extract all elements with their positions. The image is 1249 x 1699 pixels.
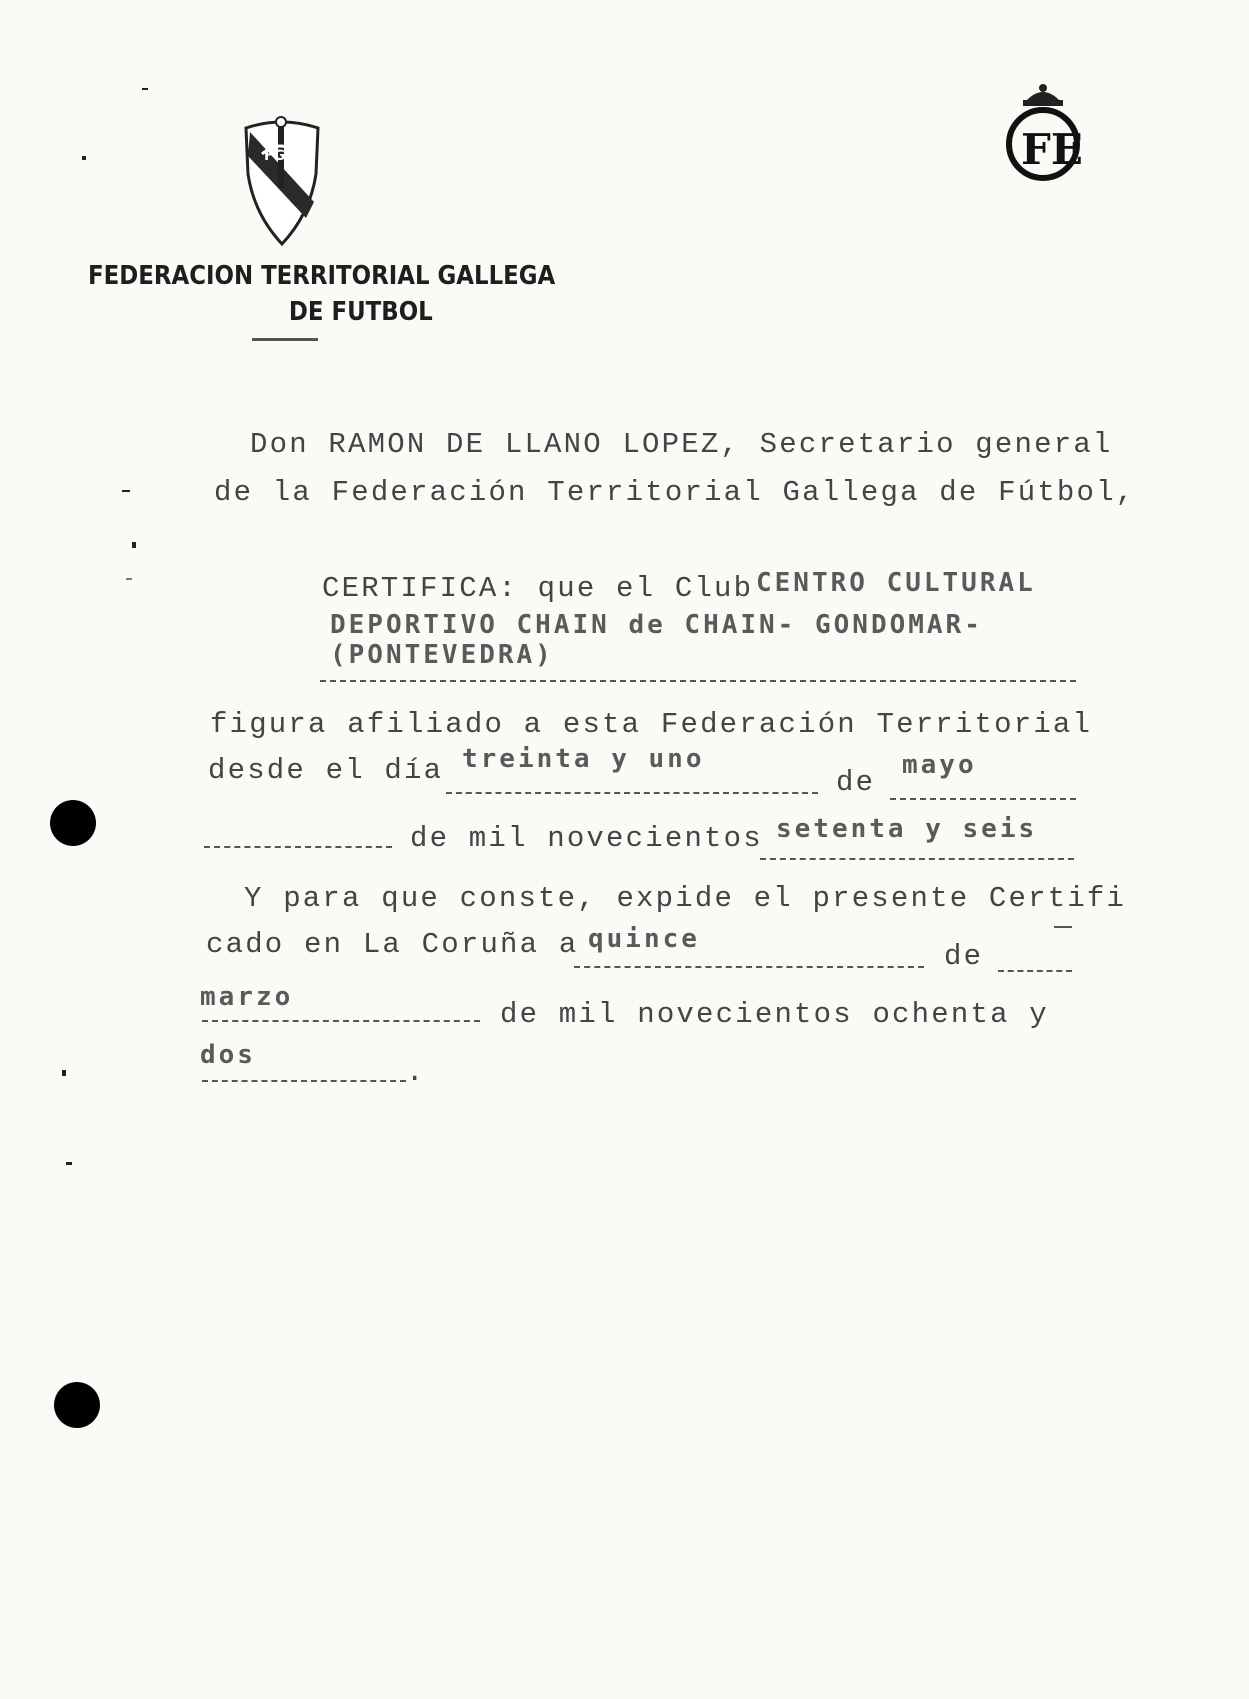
de-label-1: de: [836, 766, 876, 799]
speck-mark: [142, 88, 148, 90]
club-name-line-3: (PONTEVEDRA): [330, 640, 554, 670]
speck-mark: [122, 490, 130, 492]
speck-mark: [82, 156, 86, 160]
month-blank-line: [890, 798, 1076, 800]
certifica-label: CERTIFICA: que el Club: [322, 572, 754, 605]
expedition-year-blank-line: [202, 1080, 406, 1082]
expedition-month-blank-line: [998, 970, 1072, 972]
federation-name-line2: DE FUTBOL: [288, 297, 433, 327]
svg-text:FE: FE: [1021, 125, 1081, 174]
issued-in-label: cado en La Coruña a: [206, 928, 579, 961]
affiliation-month-value: mayo: [902, 750, 977, 780]
heading-underline: [252, 338, 318, 341]
club-name-blank-line: [320, 680, 1076, 682]
club-name-line-1: CENTRO CULTURAL: [756, 568, 1036, 598]
speck-mark: [126, 578, 132, 580]
affiliation-line: figura afiliado a esta Federación Territorial: [210, 708, 1093, 741]
year-prefix-label: de mil novecientos: [410, 822, 763, 855]
speck-mark: [66, 1162, 72, 1165]
expedition-day-value: quince: [588, 924, 700, 954]
rfef-crest-logo: [1005, 80, 1081, 193]
since-day-label: desde el día: [208, 754, 444, 787]
club-name-line-2: DEPORTIVO CHAIN de CHAIN- GONDOMAR-: [330, 610, 983, 640]
expedition-year-label: de mil novecientos ochenta y: [500, 998, 1049, 1031]
day-blank-line: [446, 792, 818, 794]
federation-shield-logo: [240, 114, 324, 253]
federation-name-line1: FEDERACION TERRITORIAL GALLEGA: [88, 261, 556, 291]
speck-mark: [62, 1070, 66, 1076]
expedition-day-blank-line: [574, 966, 924, 968]
closing-line: Y para que conste, expide el presente Certifi: [244, 882, 1127, 915]
svg-text:FGF: FGF: [264, 148, 295, 164]
speck-mark: [132, 542, 136, 548]
de-label-2: de: [944, 940, 984, 973]
expedition-month-continuation-line: [202, 1020, 480, 1022]
month-continuation-blank-line: [204, 846, 392, 848]
punch-hole-bottom: [54, 1382, 100, 1428]
intro-line-1: Don RAMON DE LLANO LOPEZ, Secretario general: [250, 428, 1113, 461]
hyphen-underline: [1054, 926, 1072, 928]
year-blank-line: [760, 858, 1074, 860]
affiliation-year-value: setenta y seis: [776, 814, 1038, 844]
expedition-year-value: dos: [200, 1040, 256, 1070]
affiliation-day-value: treinta y uno: [462, 744, 705, 774]
punch-hole-top: [50, 800, 96, 846]
intro-line-2: de la Federación Territorial Gallega de Fútbol,: [214, 476, 1136, 509]
expedition-month-value: marzo: [200, 982, 294, 1012]
final-period: .: [406, 1056, 426, 1089]
federation-name-heading: [88, 258, 556, 330]
